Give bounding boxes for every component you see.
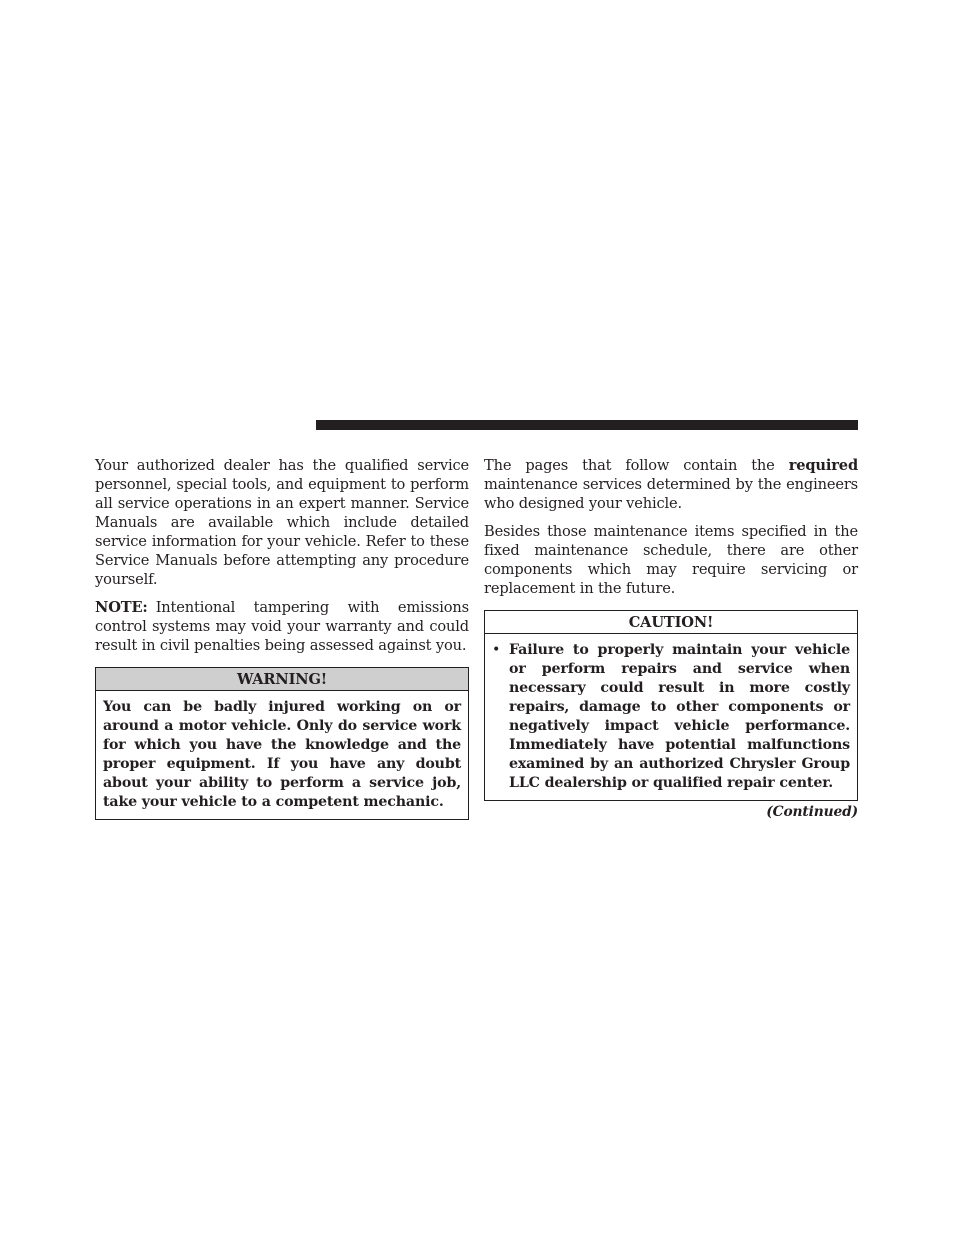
required-emphasis: required [788, 457, 858, 474]
caution-box [484, 610, 858, 801]
bullet-icon: • [492, 642, 501, 658]
right-column [484, 456, 858, 822]
header-rule-bar [316, 420, 858, 430]
intro-paragraph: Your authorized dealer has the qualified service personnel, special tools, and equipment to perform all service operations in an expert manner. Service Manuals are available which include detailed service information for your vehicle. Refer to these Service Manuals before attempting any procedure yourself. [95, 457, 469, 588]
left-column [95, 456, 469, 820]
paragraph-text-before: The pages that follow contain the [484, 457, 775, 474]
caution-title: CAUTION! [485, 611, 857, 634]
caution-item-text: Failure to properly maintain your vehicle or perform repairs and service when necessary could result in more costly repairs, damage to other components or negatively impact vehicle performance. Immediately have potential malfunctions examined by an authorized Chrysler Group LLC dealership or qualified repair center. [509, 642, 850, 791]
warning-body: You can be badly injured working on or around a motor vehicle. Only do service work for which you have the knowledge and the proper equipment. If you have any doubt about your ability to perform a service job, take your vehicle to a competent mechanic. [103, 699, 461, 810]
warning-title: WARNING! [96, 668, 468, 691]
additional-components-paragraph: Besides those maintenance items specified in the fixed maintenance schedule, there are other components which may require servicing or replacement in the future. [484, 523, 858, 597]
note-label: NOTE: [95, 599, 148, 616]
required-maintenance-paragraph [484, 456, 858, 513]
caution-body [485, 634, 857, 800]
paragraph-text-after: maintenance services determined by the engineers who designed your vehicle. [484, 476, 858, 512]
note-paragraph [95, 598, 469, 655]
continued-label: (Continued) [766, 804, 858, 820]
warning-box [95, 667, 469, 820]
caution-list-item [492, 641, 850, 793]
note-text: Intentional tampering with emissions control systems may void your warranty and could result in civil penalties being assessed against you. [95, 599, 469, 654]
